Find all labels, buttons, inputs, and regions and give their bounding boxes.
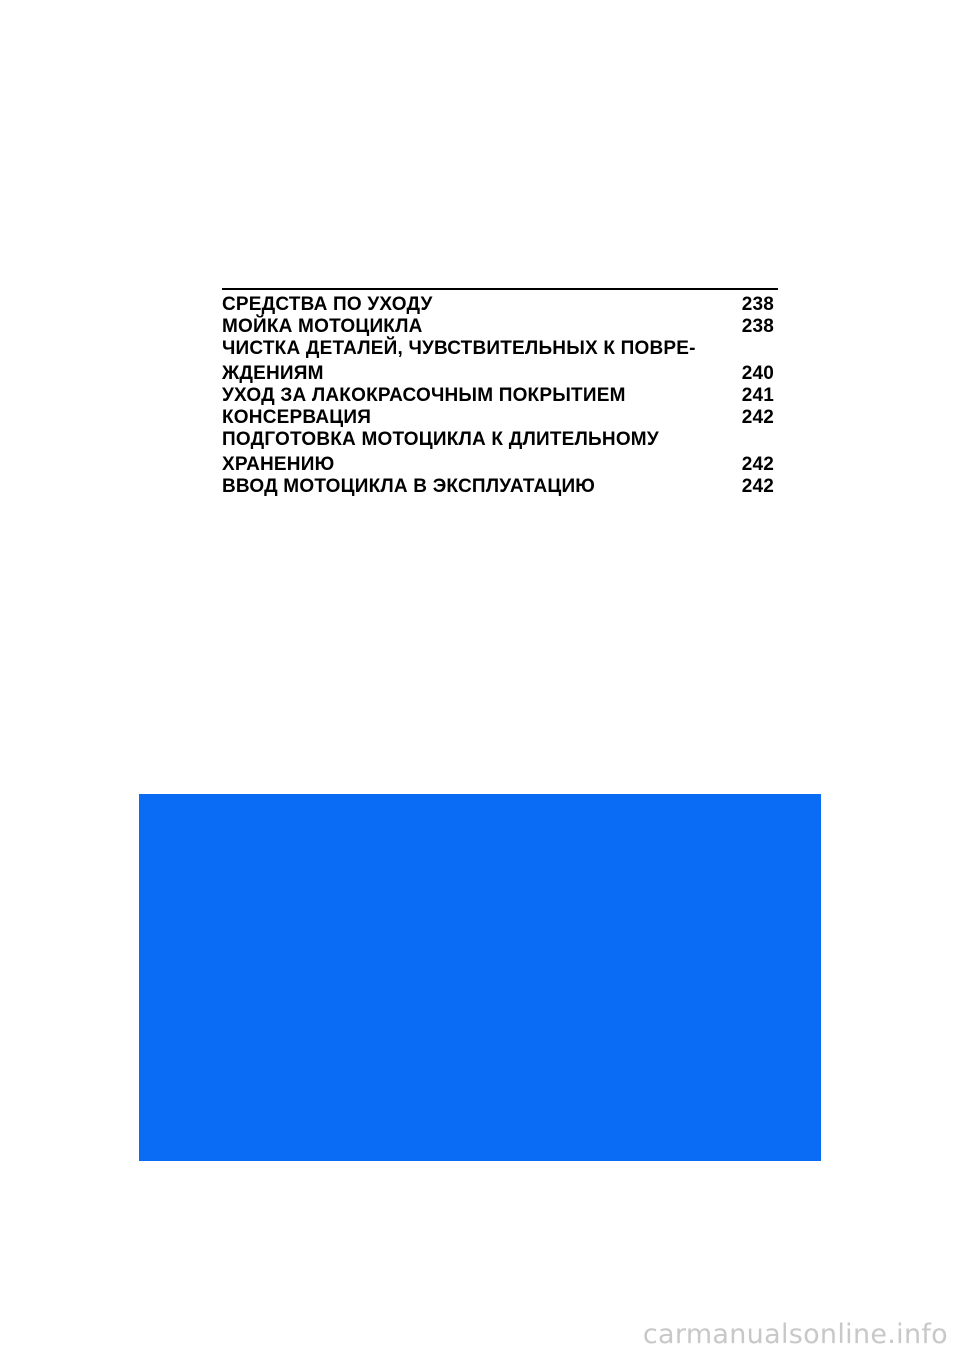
toc-entry-title: КОНСЕРВАЦИЯ bbox=[222, 407, 372, 428]
toc-entry-page: 238 bbox=[741, 294, 774, 315]
toc-entry[interactable] bbox=[222, 476, 778, 498]
toc-entry[interactable] bbox=[222, 429, 778, 476]
toc-entry-title-continued: ЖДЕНИЯМ bbox=[222, 363, 324, 384]
toc-entry[interactable] bbox=[222, 316, 778, 338]
toc-entry-page: 241 bbox=[741, 385, 774, 406]
toc-entry-title: УХОД ЗА ЛАКОКРАСОЧНЫМ ПОКРЫТИЕМ bbox=[222, 385, 626, 406]
toc-entry-page: 242 bbox=[741, 476, 774, 497]
toc-entry-title: ВВОД МОТОЦИКЛА В ЭКСПЛУАТАЦИЮ bbox=[222, 476, 596, 497]
toc-entry-title: ПОДГОТОВКА МОТОЦИКЛА К ДЛИТЕЛЬНОМУ bbox=[222, 429, 659, 450]
toc-entry-title-continued: ХРАНЕНИЮ bbox=[222, 454, 335, 475]
toc-entry-page: 238 bbox=[741, 316, 774, 337]
watermark-text: carmanualsonline.info bbox=[642, 1319, 948, 1350]
toc-entry[interactable] bbox=[222, 338, 778, 385]
toc-entry-title: ЧИСТКА ДЕТАЛЕЙ, ЧУВСТВИТЕЛЬНЫХ К ПОВРЕ- bbox=[222, 338, 696, 359]
toc-entry[interactable] bbox=[222, 407, 778, 429]
blue-chapter-panel bbox=[139, 794, 821, 1161]
toc-entry[interactable] bbox=[222, 385, 778, 407]
toc-entry-title: СРЕДСТВА ПО УХОДУ bbox=[222, 294, 433, 315]
toc-entry-title: МОЙКА МОТОЦИКЛА bbox=[222, 316, 423, 337]
table-of-contents bbox=[222, 288, 778, 498]
toc-entry-page: 242 bbox=[741, 454, 774, 475]
toc-entry[interactable] bbox=[222, 294, 778, 316]
toc-entry-page: 242 bbox=[741, 407, 774, 428]
toc-entry-page: 240 bbox=[741, 363, 774, 384]
